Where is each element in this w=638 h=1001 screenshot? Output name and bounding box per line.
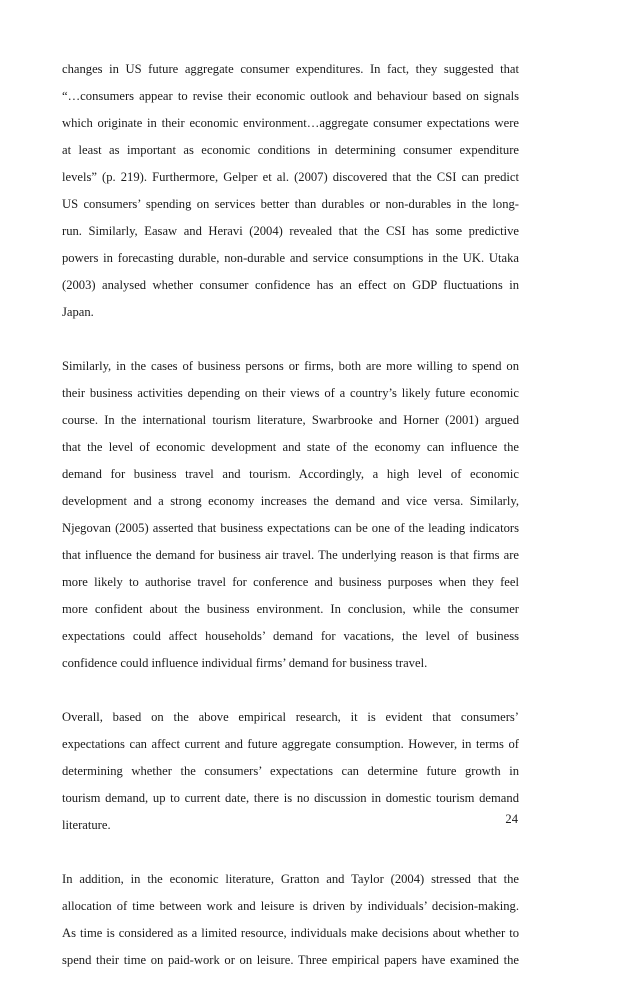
text-line: allocation of time between work and leisure is driven by individuals’ decision-making. bbox=[62, 899, 519, 913]
text-line: determining whether the consumers’ expectations can determine future growth in bbox=[62, 764, 519, 778]
text-line: expectations can affect current and future aggregate consumption. However, in terms of bbox=[62, 737, 519, 751]
text-line: that influence the demand for business air travel. The underlying reason is that firms are bbox=[62, 548, 519, 562]
text-line: (2003) analysed whether consumer confidence has an effect on GDP fluctuations in bbox=[62, 278, 519, 292]
paragraph-1 bbox=[62, 56, 519, 326]
text-line: their business activities depending on their views of a country’s likely future economic bbox=[62, 386, 519, 400]
text-line: that the level of economic development and state of the economy can influence the bbox=[62, 440, 519, 454]
paragraph-4 bbox=[62, 866, 519, 974]
text-line: tourism demand, up to current date, there is no discussion in domestic tourism demand bbox=[62, 791, 519, 805]
text-line: In addition, in the economic literature, Gratton and Taylor (2004) stressed that the bbox=[62, 872, 519, 886]
text-line: Similarly, in the cases of business persons or firms, both are more willing to spend on bbox=[62, 359, 519, 373]
paragraph-3 bbox=[62, 704, 519, 839]
text-line: run. Similarly, Easaw and Heravi (2004) revealed that the CSI has some predictive bbox=[62, 224, 519, 238]
text-line: literature. bbox=[62, 818, 111, 832]
text-line: changes in US future aggregate consumer expenditures. In fact, they suggested that bbox=[62, 62, 519, 76]
text-line: spend their time on paid-work or on leisure. Three empirical papers have examined the bbox=[62, 953, 519, 967]
text-line: As time is considered as a limited resource, individuals make decisions about whether to bbox=[62, 926, 519, 940]
text-line: demand for business travel and tourism. Accordingly, a high level of economic bbox=[62, 467, 519, 481]
text-line: confidence could influence individual firms’ demand for business travel. bbox=[62, 656, 428, 670]
text-line: US consumers’ spending on services better than durables or non-durables in the long- bbox=[62, 197, 519, 211]
text-line: which originate in their economic environment…aggregate consumer expectations were bbox=[62, 116, 519, 130]
text-line: more confident about the business environment. In conclusion, while the consumer bbox=[62, 602, 519, 616]
body-text bbox=[62, 56, 519, 1001]
text-line: more likely to authorise travel for conference and business purposes when they feel bbox=[62, 575, 519, 589]
paragraph-2 bbox=[62, 353, 519, 677]
text-line: Njegovan (2005) asserted that business expectations can be one of the leading indicators bbox=[62, 521, 519, 535]
page-number: 24 bbox=[505, 812, 518, 826]
text-line: Overall, based on the above empirical research, it is evident that consumers’ bbox=[62, 710, 519, 724]
text-line: at least as important as economic conditions in determining consumer expenditure bbox=[62, 143, 519, 157]
text-line: Japan. bbox=[62, 305, 94, 319]
text-line: powers in forecasting durable, non-durable and service consumptions in the UK. Utaka bbox=[62, 251, 519, 265]
text-line: levels” (p. 219). Furthermore, Gelper et al. (2007) discovered that the CSI can predict bbox=[62, 170, 519, 184]
text-line: development and a strong economy increases the demand and vice versa. Similarly, bbox=[62, 494, 519, 508]
text-line: course. In the international tourism literature, Swarbrooke and Horner (2001) argued bbox=[62, 413, 519, 427]
text-line: expectations could affect households’ demand for vacations, the level of business bbox=[62, 629, 519, 643]
text-line: “…consumers appear to revise their economic outlook and behaviour based on signals bbox=[62, 89, 519, 103]
